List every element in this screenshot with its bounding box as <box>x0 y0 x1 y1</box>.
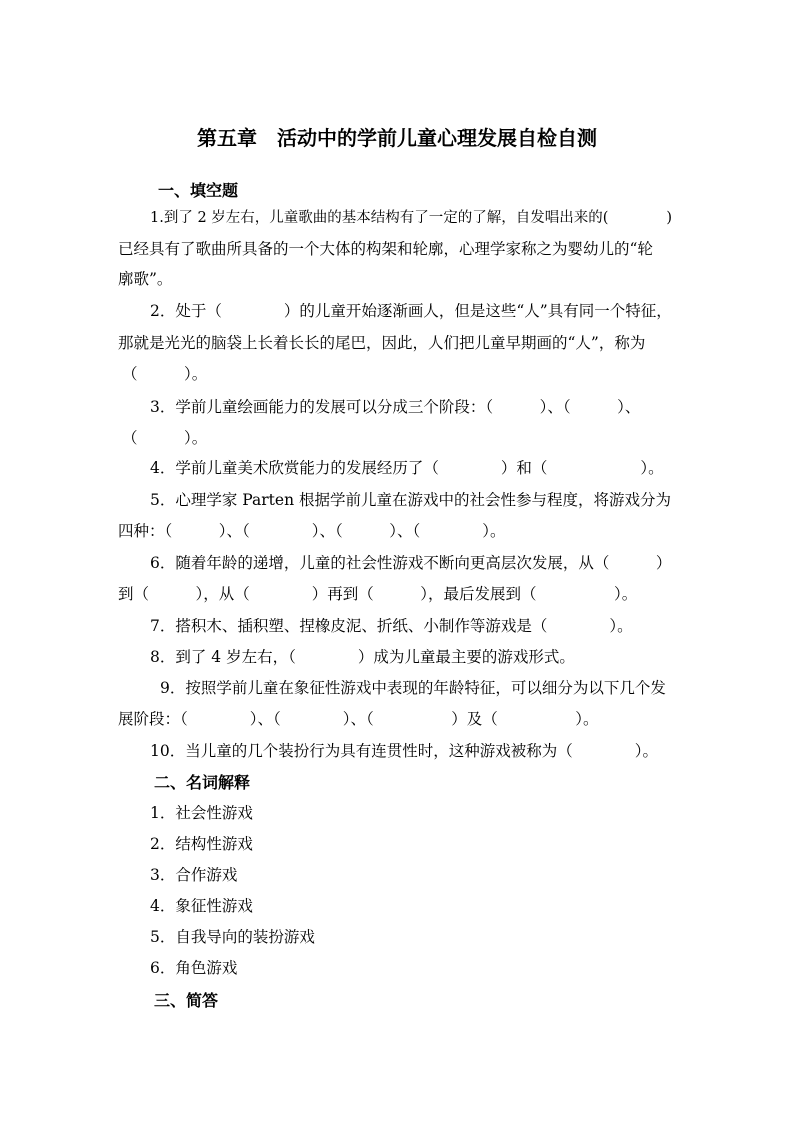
question-3-line-1: 3．学前儿童绘画能力的发展可以分成三个阶段：（ ）、（ ）、 <box>150 398 641 416</box>
question-1-line-2: 已经具有了歌曲所具备的一个大体的构架和轮廓，心理学家称之为婴幼儿的“轮 <box>118 240 653 258</box>
term-5: 5．自我导向的装扮游戏 <box>150 928 315 946</box>
question-9-line-1: 9．按照学前儿童在象征性游戏中表现的年龄特征，可以细分为以下几个发 <box>160 679 666 697</box>
question-6-line-2: 到（ ），从（ ）再到（ ），最后发展到（ ）。 <box>118 585 638 603</box>
term-1: 1．社会性游戏 <box>150 804 253 822</box>
section-heading-terms: 二、名词解释 <box>154 773 251 792</box>
question-5-line-2: 四种：（ ）、（ ）、（ ）、（ ）。 <box>118 522 506 540</box>
page-title: 第五章 活动中的学前儿童心理发展自检自测 <box>197 126 597 150</box>
term-3: 3．合作游戏 <box>150 866 238 884</box>
question-9-line-2: 展阶段：（ ）、（ ）、（ ）及（ ）。 <box>118 710 599 728</box>
question-4: 4．学前儿童美术欣赏能力的发展经历了（ ）和（ ）。 <box>150 459 664 477</box>
question-8: 8．到了 4 岁左右，（ ）成为儿童最主要的游戏形式。 <box>150 648 575 666</box>
question-3-line-2: （ ）。 <box>122 429 208 447</box>
question-7: 7．搭积木、插积塑、捏橡皮泥、折纸、小制作等游戏是（ ）。 <box>150 617 633 635</box>
term-2: 2．结构性游戏 <box>150 835 253 853</box>
question-6-line-1: 6．随着年龄的递增，儿童的社会性游戏不断向更高层次发展，从（ ） <box>150 554 672 572</box>
term-4: 4．象征性游戏 <box>150 897 253 915</box>
term-6: 6．角色游戏 <box>150 959 238 977</box>
question-10: 10．当儿童的几个装扮行为具有连贯性时，这种游戏被称为（ ）。 <box>150 742 658 760</box>
question-2-line-3: （ ）。 <box>122 365 208 383</box>
section-heading-fill-blank: 一、填空题 <box>158 181 239 200</box>
question-1-line-1: 1.到了 2 岁左右，儿童歌曲的基本结构有了一定的了解，自发唱出来的( ) <box>150 210 673 226</box>
section-heading-short-answer: 三、简答 <box>154 991 219 1010</box>
question-2-line-2: 那就是光光的脑袋上长着长长的尾巴，因此，人们把儿童早期画的“人”，称为 <box>118 334 646 352</box>
question-1-line-3: 廓歌”。 <box>118 270 173 288</box>
question-2-line-1: 2．处于（ ）的儿童开始逐渐画人，但是这些“人”具有同一个特征， <box>150 302 672 320</box>
question-5-line-1: 5．心理学家 Parten 根据学前儿童在游戏中的社会性参与程度，将游戏分为 <box>150 491 671 509</box>
